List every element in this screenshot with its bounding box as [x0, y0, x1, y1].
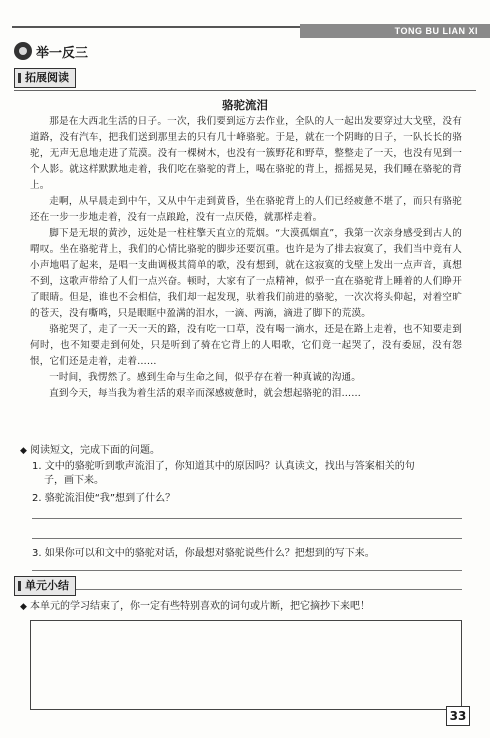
section-bullet-icon	[14, 42, 32, 60]
story-body	[30, 114, 462, 402]
question-1-line-1: 1. 文中的骆驼听到歌声流泪了，你知道其中的原因吗？认真读文，找出与答案相关的句	[32, 461, 415, 472]
answer-line[interactable]	[32, 518, 462, 519]
summary-instruction-text: 本单元的学习结束了，你一定有些特别喜欢的词句或片断，把它摘抄下来吧！	[30, 601, 370, 612]
excerpt-writing-box[interactable]	[30, 620, 462, 710]
answer-line[interactable]	[32, 589, 462, 590]
answer-line[interactable]	[32, 570, 462, 571]
diamond-bullet-icon: ◆	[20, 446, 27, 456]
instruction-text: 阅读短文，完成下面的问题。	[30, 445, 160, 456]
header-bar	[0, 0, 490, 40]
story-paragraph: 骆驼哭了，走了一天一天的路，没有吃一口草，没有喝一滴水，还是在路上走着，也不知要走到何时，也不知要走到何处，只是听到了骑在它背上的人唱歌，它们竟一起哭了，没有委屈，没有怨恨，它们还是走着，走着……	[30, 324, 462, 367]
story-paragraph: 那是在大西北生活的日子。一次，我们要到远方去作业，全队的人一起出发要穿过大戈壁，没有道路，没有汽车，把我们送到那里去的只有几十峰骆驼。于是，就在一个阴晦的日子，一队长长的骆驼，无声无息地走进了荒漠。没有一棵树木，也没有一簇野花和野草，整整走了一天，也没有见到一个人影。就这样默默地走着，我们吃在骆驼的背上，喝在骆驼的背上，摇摇晃晃，我们睡在骆驼的背上。	[30, 116, 462, 191]
answer-line[interactable]	[32, 538, 462, 539]
section-divider	[14, 90, 476, 91]
diamond-bullet-icon: ◆	[20, 602, 27, 612]
story-paragraph: 脚下是无垠的黄沙，远处是一柱柱擎天直立的荒烟。“大漠孤烟直”，我第一次亲身感受到古人的喟叹。坐在骆驼背上，我们的心情比骆驼的脚步还要沉重。也许是为了排去寂寞了，我们当中竟有人小声地唱了起来，是唱一支曲调极其简单的歌，没有想到，就在这寂寞的戈壁上发出一点声音，真想不到，这歌声带给了人们一点兴奋。顿时，大家有了一点精神，似乎一直在骆驼背上睡着的人们睁开了眼睛。但是，谁也不会相信，我们却一起发现，驮着我们前进的骆驼，一次次将头仰起，对着空旷的苍天，没有嘶鸣，只是眼眶中盈满的泪水，一滴、两滴，滴进了脚下的荒漠。	[30, 228, 462, 319]
extended-reading-label: 拓展阅读	[14, 68, 76, 88]
question-3: 3. 如果你可以和文中的骆驼对话，你最想对骆驼说些什么？把想到的写下来。	[32, 548, 375, 559]
story-paragraph: 直到今天，每当我为着生活的艰辛而深感疲惫时，就会想起骆驼的泪……	[49, 388, 361, 399]
story-title: 骆驼流泪	[222, 98, 268, 112]
question-1	[32, 460, 462, 488]
unit-summary-label: 单元小结	[14, 576, 76, 596]
question-instruction	[20, 444, 470, 458]
story-paragraph: 一时间，我愣然了。感到生命与生命之间，似乎存在着一种真诚的沟通。	[49, 372, 361, 383]
question-1-line-2: 子，画下来。	[44, 475, 104, 486]
question-2: 2. 骆驼流泪使“我”想到了什么？	[32, 493, 176, 504]
page-number: 33	[446, 706, 470, 726]
section-title: 举一反三	[36, 46, 89, 61]
series-tag: TONG BU LIAN XI	[394, 26, 478, 36]
story-paragraph: 走啊，从早晨走到中午，又从中午走到黄昏，坐在骆驼背上的人们已经疲惫不堪了，而只有骆驼还在一步一步地走着，没有一点踉跄，没有一点厌倦，就那样走着。	[30, 196, 462, 223]
summary-instruction	[20, 600, 470, 614]
